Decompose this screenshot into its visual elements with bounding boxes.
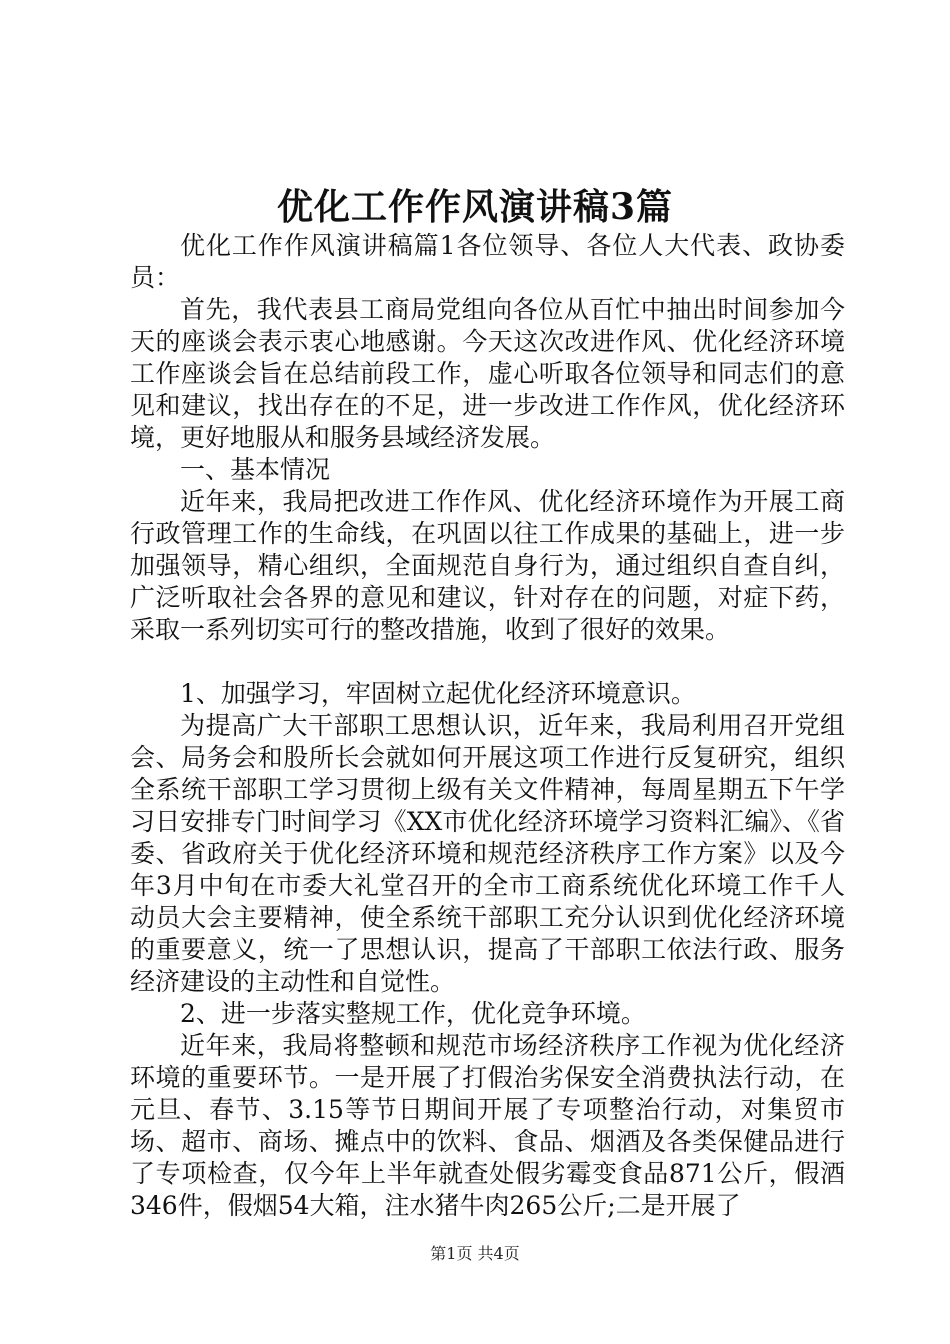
paragraph-regulation: 近年来，我局将整顿和规范市场经济秩序工作视为优化经济环境的重要环节。一是开展了打假治劣保安全消费执法行动，在元旦、春节、3.15等节日期间开展了专项整治行动，对集贸市场、超市、商场、摊点中的饮料、食品、烟酒及各类保健品进行了专项检查，仅今年上半年就查处假劣霉变食品871公斤，假酒346件，假烟54大箱，注水猪牛肉265公斤;二是开展了: [130, 1031, 845, 1220]
page-footer: 第1页 共4页: [430, 1244, 520, 1263]
subheading-study: 1、加强学习，牢固树立起优化经济环境意识。: [180, 679, 696, 708]
subheading-regulation: 2、进一步落实整规工作，优化竞争环境。: [180, 999, 646, 1028]
document-body: [130, 230, 845, 1222]
paragraph-intro: 优化工作作风演讲稿篇1各位领导、各位人大代表、政协委员：: [130, 231, 845, 292]
paragraph-overview: 近年来，我局把改进工作作风、优化经济环境作为开展工商行政管理工作的生命线，在巩固以往工作成果的基础上，进一步加强领导，精心组织，全面规范自身行为，通过组织自查自纠，广泛听取社会各界的意见和建议，针对存在的问题，对症下药，采取一系列切实可行的整改措施，收到了很好的效果。: [130, 487, 845, 644]
paragraph-opening: 首先，我代表县工商局党组向各位从百忙中抽出时间参加今天的座谈会表示衷心地感谢。今天这次改进作风、优化经济环境工作座谈会旨在总结前段工作，虚心听取各位领导和同志们的意见和建议，找出存在的不足，进一步改进工作作风，优化经济环境，更好地服从和服务县域经济发展。: [130, 295, 845, 452]
document-title: 优化工作作风演讲稿3篇: [276, 186, 674, 228]
paragraph-study: 为提高广大干部职工思想认识，近年来，我局利用召开党组会、局务会和股所长会就如何开展这项工作进行反复研究，组织全系统干部职工学习贯彻上级有关文件精神，每周星期五下午学习日安排专门时间学习《XX市优化经济环境学习资料汇编》、《省委、省政府关于优化经济环境和规范经济秩序工作方案》以及今年3月中旬在市委大礼堂召开的全市工商系统优化环境工作千人动员大会主要精神，使全系统干部职工充分认识到优化经济环境的重要意义，统一了思想认识，提高了干部职工依法行政、服务经济建设的主动性和自觉性。: [130, 711, 845, 996]
section-heading-basic-situation: 一、基本情况: [180, 455, 331, 484]
